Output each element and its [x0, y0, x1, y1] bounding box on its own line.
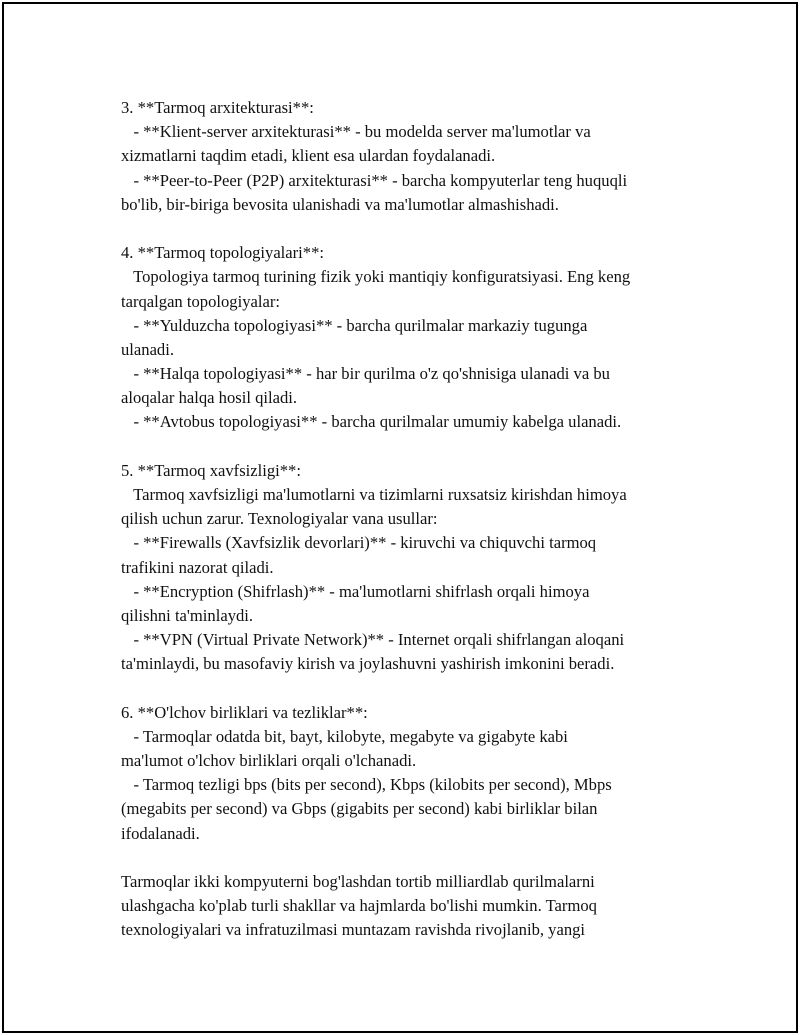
section-heading: 4. **Tarmoq topologiyalari**:	[121, 243, 324, 263]
text-line: - **Halqa topologiyasi** - har bir qurilma o'z qo'shnisiga ulanadi va bu	[121, 364, 610, 384]
section-network-security	[121, 459, 696, 677]
text-line: - **Encryption (Shifrlash)** - ma'lumotlarni shifrlash orqali himoya	[121, 581, 590, 601]
text-line: qilishni ta'minlaydi.	[121, 605, 254, 625]
text-line: ifodalanadi.	[121, 823, 200, 843]
text-line: ma'lumot o'lchov birliklari orqali o'lchanadi.	[121, 751, 417, 771]
text-line: - **Klient-server arxitekturasi** - bu modelda server ma'lumotlar va	[121, 122, 591, 142]
section-heading: 6. **O'lchov birliklari va tezliklar**:	[121, 702, 368, 722]
text-line: Tarmoq xavfsizligi ma'lumotlarni va tizimlarni ruxsatsiz kirishdan himoya	[121, 485, 627, 504]
text-line: - **Firewalls (Xavfsizlik devorlari)** - kiruvchi va chiquvchi tarmoq	[121, 533, 597, 553]
paragraph-spacer	[121, 217, 696, 241]
text-line: tarqalgan topologiyalar:	[121, 291, 280, 311]
section-units-and-speeds	[121, 701, 696, 846]
paragraph-spacer	[121, 677, 696, 701]
section-heading: 5. **Tarmoq xavfsizligi**:	[121, 460, 301, 480]
text-line: qilish uchun zarur. Texnologiyalar vana usullar:	[121, 509, 438, 529]
text-line: ta'minlaydi, bu masofaviy kirish va joylashuvni yashirish imkonini beradi.	[121, 654, 615, 674]
text-line: bo'lib, bir-biriga bevosita ulanishadi va ma'lumotlar almashishadi.	[121, 194, 559, 214]
document-body	[121, 96, 696, 943]
text-line: - **Peer-to-Peer (P2P) arxitekturasi** - barcha kompyuterlar teng huquqli	[121, 170, 628, 190]
section-heading: 3. **Tarmoq arxitekturasi**:	[121, 98, 314, 117]
text-line: - Tarmoqlar odatda bit, bayt, kilobyte, megabyte va gigabyte kabi	[121, 726, 568, 746]
section-network-architecture	[121, 96, 696, 217]
text-line: (megabits per second) va Gbps (gigabits per second) kabi birliklar bilan	[121, 799, 598, 819]
text-line: - **Avtobus topologiyasi** - barcha qurilmalar umumiy kabelga ulanadi.	[121, 412, 622, 432]
paragraph-spacer	[121, 435, 696, 459]
section-conclusion	[121, 870, 696, 943]
text-line: - Tarmoq tezligi bps (bits per second), Kbps (kilobits per second), Mbps	[121, 775, 612, 795]
text-line: aloqalar halqa hosil qiladi.	[121, 388, 298, 408]
section-network-topologies	[121, 241, 696, 435]
text-line: - **VPN (Virtual Private Network)** - Internet orqali shifrlangan aloqani	[121, 630, 625, 650]
text-line: trafikini nazorat qiladi.	[121, 557, 274, 577]
text-line: ulanadi.	[121, 339, 174, 359]
text-line: texnologiyalari va infratuzilmasi muntazam ravishda rivojlanib, yangi	[121, 920, 586, 940]
text-line: xizmatlarni taqdim etadi, klient esa ulardan foydalanadi.	[121, 146, 496, 166]
text-line: Topologiya tarmoq turining fizik yoki mantiqiy konfiguratsiyasi. Eng keng	[121, 267, 631, 287]
text-line: - **Yulduzcha topologiyasi** - barcha qurilmalar markaziy tugunga	[121, 315, 588, 335]
page-frame	[2, 2, 798, 1033]
text-line: Tarmoqlar ikki kompyuterni bog'lashdan tortib milliardlab qurilmalarni	[121, 872, 595, 891]
text-line: ulashgacha ko'plab turli shakllar va hajmlarda bo'lishi mumkin. Tarmoq	[121, 896, 597, 916]
paragraph-spacer	[121, 846, 696, 870]
